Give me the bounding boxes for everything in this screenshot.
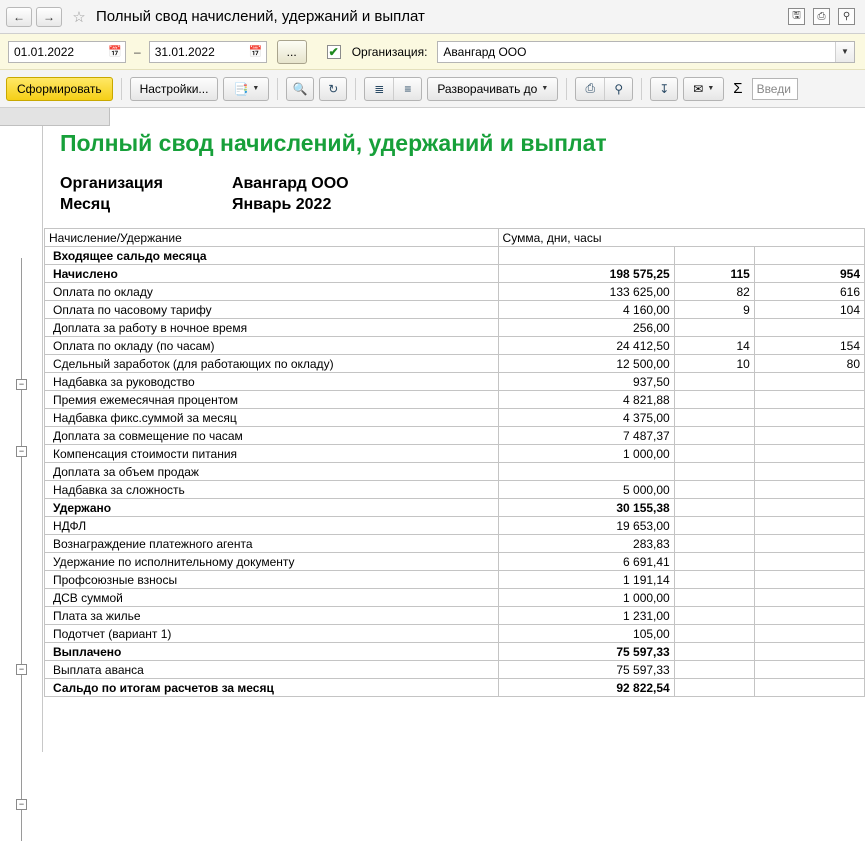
row-label: НДФЛ — [45, 517, 499, 535]
row-label: Доплата за работу в ночное время — [45, 319, 499, 337]
mail-icon: ✉ — [693, 81, 704, 96]
titlebar-actions — [788, 8, 859, 25]
arrow-right-icon: → — [43, 9, 55, 24]
table-row[interactable] — [45, 409, 865, 427]
table-row[interactable] — [45, 301, 865, 319]
row-hours — [754, 373, 864, 391]
expand-rows-icon[interactable]: ≣ — [374, 81, 385, 96]
organization-checkbox[interactable]: ✔ — [328, 44, 339, 59]
settings-label: Настройки... — [139, 81, 209, 96]
row-sum: 24 412,50 — [498, 337, 674, 355]
row-label: Оплата по часовому тарифу — [45, 301, 499, 319]
collapse-toggle-accrued[interactable]: − — [16, 446, 27, 457]
row-label: Профсоюзные взносы — [45, 571, 499, 589]
meta-org-label: Организация — [60, 175, 163, 192]
row-hours: 616 — [754, 283, 864, 301]
row-hours: 80 — [754, 355, 864, 373]
row-hours — [754, 571, 864, 589]
report-area — [0, 108, 865, 809]
row-sum: 4 160,00 — [498, 301, 674, 319]
row-label: ДСВ суммой — [45, 589, 499, 607]
period-more-button[interactable]: ... — [277, 40, 307, 64]
row-sum: 198 575,25 — [498, 265, 674, 283]
table-row[interactable] — [45, 589, 865, 607]
row-days: 82 — [674, 283, 754, 301]
row-label: Доплата за объем продаж — [45, 463, 499, 481]
row-hours — [754, 391, 864, 409]
row-sum: 12 500,00 — [498, 355, 674, 373]
row-hours — [754, 427, 864, 445]
row-sum: 4 375,00 — [498, 409, 674, 427]
column-header-group: Сумма, дни, часы — [498, 229, 864, 247]
row-hours — [754, 481, 864, 499]
row-days — [674, 481, 754, 499]
row-days — [674, 319, 754, 337]
toolbar-separator — [566, 78, 567, 100]
row-sum: 75 597,33 — [498, 661, 674, 679]
row-sum: 19 653,00 — [498, 517, 674, 535]
row-sum: 75 597,33 — [498, 643, 674, 661]
copy-settings-button[interactable] — [223, 77, 269, 101]
print-group — [575, 77, 633, 101]
filter-panel — [0, 34, 865, 70]
back-button[interactable] — [6, 7, 32, 27]
row-sum: 133 625,00 — [498, 283, 674, 301]
row-sum: 283,83 — [498, 535, 674, 553]
save-icon[interactable]: 🖫 — [788, 8, 805, 25]
send-mail-button[interactable] — [683, 77, 724, 101]
row-days: 115 — [674, 265, 754, 283]
collapse-toggle-withheld[interactable]: − — [16, 664, 27, 675]
row-label: Вознаграждение платежного агента — [45, 535, 499, 553]
row-label: Начислено — [45, 265, 499, 283]
row-sum: 1 191,14 — [498, 571, 674, 589]
date-to-value: 31.01.2022 — [154, 44, 215, 59]
copy-icon: 📑 — [233, 81, 249, 96]
row-label: Сдельный заработок (для работающих по окладу) — [45, 355, 499, 373]
report-canvas — [44, 108, 865, 752]
row-label: Оплата по окладу — [45, 283, 499, 301]
row-days — [674, 625, 754, 643]
table-row[interactable] — [45, 643, 865, 661]
table-row[interactable] — [45, 463, 865, 481]
row-days — [674, 427, 754, 445]
row-sum — [498, 463, 674, 481]
table-row[interactable] — [45, 319, 865, 337]
table-row[interactable] — [45, 247, 865, 265]
row-label: Выплачено — [45, 643, 499, 661]
row-days — [674, 499, 754, 517]
row-hours — [754, 517, 864, 535]
report-table — [44, 228, 865, 697]
table-row[interactable] — [45, 445, 865, 463]
report-table-body — [45, 229, 865, 697]
table-row[interactable] — [45, 553, 865, 571]
calendar-icon[interactable]: 📅 — [248, 46, 263, 58]
row-hours — [754, 535, 864, 553]
row-label: Сальдо по итогам расчетов за месяц — [45, 679, 499, 697]
export-icon: ↧ — [659, 81, 670, 96]
row-hours — [754, 643, 864, 661]
row-sum: 1 000,00 — [498, 589, 674, 607]
sum-icon[interactable]: Σ — [733, 80, 743, 97]
row-hours — [754, 589, 864, 607]
table-row[interactable] — [45, 481, 865, 499]
row-label: Подотчет (вариант 1) — [45, 625, 499, 643]
print-icon[interactable]: ⎙ — [813, 8, 830, 25]
row-days — [674, 589, 754, 607]
row-sum: 30 155,38 — [498, 499, 674, 517]
row-hours — [754, 319, 864, 337]
row-hours — [754, 553, 864, 571]
row-days — [674, 391, 754, 409]
find-next-button[interactable] — [319, 77, 347, 101]
row-hours — [754, 247, 864, 265]
row-hours — [754, 499, 864, 517]
row-hours: 154 — [754, 337, 864, 355]
meta-row-month — [60, 196, 865, 214]
row-label: Премия ежемесячная процентом — [45, 391, 499, 409]
row-days — [674, 571, 754, 589]
table-row[interactable] — [45, 661, 865, 679]
row-days: 10 — [674, 355, 754, 373]
find-button[interactable] — [286, 77, 314, 101]
row-sum: 92 822,54 — [498, 679, 674, 697]
table-row[interactable] — [45, 283, 865, 301]
report-toolbar — [0, 70, 865, 108]
row-days — [674, 661, 754, 679]
row-sum: 937,50 — [498, 373, 674, 391]
row-days — [674, 553, 754, 571]
row-sum — [498, 247, 674, 265]
row-days: 9 — [674, 301, 754, 319]
table-row[interactable] — [45, 625, 865, 643]
row-days: 14 — [674, 337, 754, 355]
row-label: Надбавка за сложность — [45, 481, 499, 499]
table-row[interactable] — [45, 265, 865, 283]
chevron-down-icon[interactable]: ▼ — [835, 42, 854, 62]
row-label: Доплата за совмещение по часам — [45, 427, 499, 445]
row-sum: 4 821,88 — [498, 391, 674, 409]
row-label: Выплата аванса — [45, 661, 499, 679]
settings-button[interactable] — [130, 77, 219, 101]
collapse-toggle-header[interactable]: − — [16, 379, 27, 390]
row-days — [674, 373, 754, 391]
toolbar-separator — [355, 78, 356, 100]
row-sum: 7 487,37 — [498, 427, 674, 445]
table-row[interactable] — [45, 373, 865, 391]
report-title: Полный свод начислений, удержаний и выплат — [60, 130, 607, 156]
meta-org-value: Авангард ООО — [232, 175, 349, 192]
table-row[interactable] — [45, 517, 865, 535]
column-header-name: Начисление/Удержание — [45, 229, 499, 247]
toolbar-separator — [641, 78, 642, 100]
row-days — [674, 463, 754, 481]
calendar-icon[interactable]: 📅 — [108, 46, 122, 58]
row-days — [674, 445, 754, 463]
table-header-row — [45, 229, 865, 247]
group-line — [21, 258, 22, 841]
table-row[interactable] — [45, 499, 865, 517]
organization-value: Авангард ООО — [443, 44, 527, 59]
row-label: Входящее сальдо месяца — [45, 247, 499, 265]
row-hours — [754, 607, 864, 625]
row-hours — [754, 445, 864, 463]
search-icon: 🔍 — [292, 81, 308, 96]
meta-month-label: Месяц — [60, 196, 111, 213]
row-hours — [754, 625, 864, 643]
row-days — [674, 679, 754, 697]
row-label: Удержание по исполнительному документу — [45, 553, 499, 571]
row-days — [674, 607, 754, 625]
table-row[interactable] — [45, 427, 865, 445]
row-days — [674, 535, 754, 553]
table-row[interactable] — [45, 679, 865, 697]
row-days — [674, 517, 754, 535]
row-days — [674, 643, 754, 661]
collapse-rows-icon[interactable]: ≡ — [393, 78, 421, 100]
row-label: Удержано — [45, 499, 499, 517]
row-sum: 1 231,00 — [498, 607, 674, 625]
table-row[interactable] — [45, 355, 865, 373]
date-range-dash: – — [134, 44, 141, 59]
row-days — [674, 409, 754, 427]
row-label: Надбавка за руководство — [45, 373, 499, 391]
date-from-value: 01.01.2022 — [14, 44, 75, 59]
row-sum: 1 000,00 — [498, 445, 674, 463]
forward-button[interactable] — [36, 7, 62, 27]
row-hours — [754, 679, 864, 697]
toolbar-separator — [277, 78, 278, 100]
search-input[interactable] — [752, 78, 798, 100]
row-hours: 104 — [754, 301, 864, 319]
row-hours — [754, 661, 864, 679]
row-label: Оплата по окладу (по часам) — [45, 337, 499, 355]
report-meta — [44, 175, 865, 214]
arrow-left-icon: ← — [13, 9, 25, 24]
row-label: Надбавка фикс.суммой за месяц — [45, 409, 499, 427]
row-sum: 256,00 — [498, 319, 674, 337]
table-row[interactable] — [45, 535, 865, 553]
expand-to-label: Разворачивать до — [437, 81, 538, 96]
toolbar-separator — [121, 78, 122, 100]
meta-row-org — [60, 175, 865, 193]
chevron-down-icon: ▼ — [541, 85, 549, 92]
row-expand-group — [364, 77, 422, 101]
printer-icon[interactable]: ⎙ — [585, 81, 596, 95]
row-hours: 954 — [754, 265, 864, 283]
window-titlebar — [0, 0, 865, 34]
organization-select[interactable] — [437, 41, 855, 63]
row-sum: 6 691,41 — [498, 553, 674, 571]
page-title: Полный свод начислений, удержаний и выплат — [96, 8, 425, 25]
star-icon[interactable]: ☆ — [72, 8, 86, 26]
date-from-input[interactable] — [8, 41, 126, 63]
row-sum: 105,00 — [498, 625, 674, 643]
generate-button[interactable]: Сформировать — [6, 77, 113, 101]
chevron-down-icon: ▼ — [252, 85, 260, 92]
table-row[interactable] — [45, 571, 865, 589]
row-hours — [754, 409, 864, 427]
row-hours — [754, 463, 864, 481]
search-window-icon[interactable]: ⚲ — [838, 8, 855, 25]
row-label: Плата за жилье — [45, 607, 499, 625]
table-row[interactable] — [45, 337, 865, 355]
table-row[interactable] — [45, 607, 865, 625]
meta-month-value: Январь 2022 — [232, 196, 332, 213]
row-label: Компенсация стоимости питания — [45, 445, 499, 463]
search-refresh-icon: ↻ — [328, 81, 339, 96]
row-days — [674, 247, 754, 265]
search-placeholder: Введи — [756, 81, 791, 96]
collapse-toggle-paid[interactable]: − — [16, 799, 27, 810]
date-to-input[interactable] — [149, 41, 267, 63]
row-sum: 5 000,00 — [498, 481, 674, 499]
report-gutter — [0, 108, 43, 809]
table-row[interactable] — [45, 391, 865, 409]
print-preview-icon[interactable]: ⚲ — [604, 78, 632, 100]
chevron-down-icon: ▼ — [707, 85, 715, 92]
export-button[interactable] — [650, 77, 678, 101]
organization-label: Организация: — [351, 44, 428, 59]
expand-to-button[interactable] — [427, 77, 558, 101]
